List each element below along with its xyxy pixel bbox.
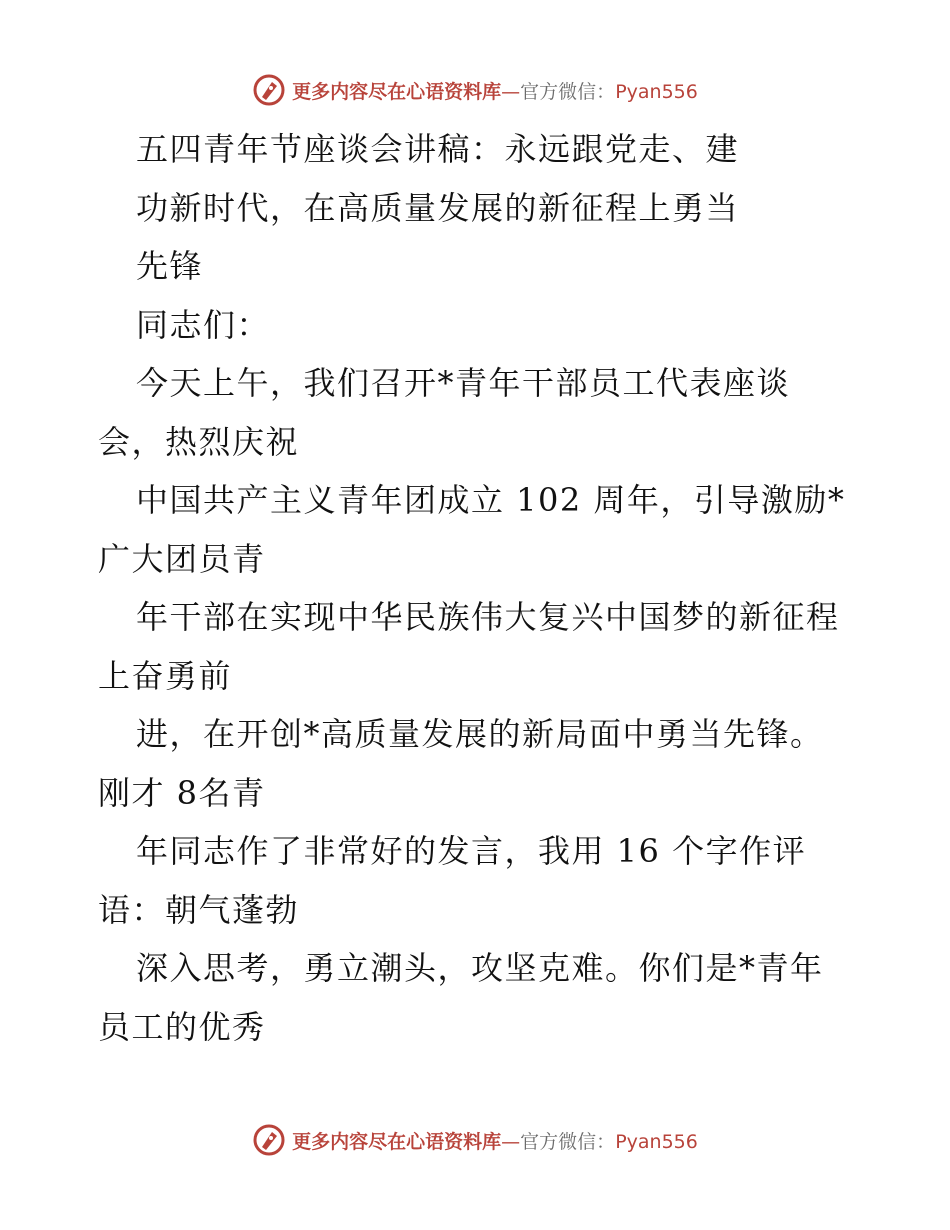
document-body xyxy=(98,120,878,1056)
watermark-wechat-label: 官方微信： xyxy=(520,1130,616,1153)
watermark-wechat-id: Pyan556 xyxy=(615,80,698,103)
paragraph-line: 年干部在实现中华民族伟大复兴中国梦的新征程 xyxy=(136,598,840,636)
footer-watermark xyxy=(0,1120,950,1160)
watermark-wechat-id: Pyan556 xyxy=(615,1130,698,1153)
pen-nib-logo-icon xyxy=(252,1123,286,1157)
header-watermark xyxy=(0,70,950,110)
salutation: 同志们： xyxy=(136,305,271,344)
pen-nib-logo-icon xyxy=(252,73,286,107)
paragraph-line: 会，热烈庆祝 xyxy=(98,422,300,461)
title-line-3: 先锋 xyxy=(136,247,204,285)
paragraph-line: 广大团员青 xyxy=(98,539,266,578)
paragraph-line: 深入思考，勇立潮头，攻坚克难。你们是*青年 xyxy=(136,949,824,987)
paragraph-line: 上奋勇前 xyxy=(98,656,233,695)
paragraph-line: 语：朝气蓬勃 xyxy=(98,890,300,929)
paragraph-line: 中国共产主义青年团成立 102 周年，引导激励* xyxy=(136,481,846,519)
paragraph-line: 进，在开创*高质量发展的新局面中勇当先锋。 xyxy=(136,715,824,753)
title-line-1: 五四青年节座谈会讲稿：永远跟党走、建 xyxy=(136,130,740,168)
watermark-text xyxy=(292,1127,698,1154)
watermark-text xyxy=(292,77,698,104)
watermark-dash: — xyxy=(501,80,521,103)
paragraph-line: 刚才 8名青 xyxy=(98,773,266,812)
watermark-dash: — xyxy=(501,1130,521,1153)
title-line-2: 功新时代，在高质量发展的新征程上勇当 xyxy=(136,188,740,227)
watermark-wechat-label: 官方微信： xyxy=(520,80,616,103)
paragraph-line: 员工的优秀 xyxy=(98,1007,266,1046)
paragraph-line: 年同志作了非常好的发言，我用 16 个字作评 xyxy=(136,832,807,870)
watermark-site: 更多内容尽在心语资料库 xyxy=(292,80,502,103)
watermark-site: 更多内容尽在心语资料库 xyxy=(292,1130,502,1153)
paragraph-line: 今天上午，我们召开*青年干部员工代表座谈 xyxy=(136,364,791,402)
